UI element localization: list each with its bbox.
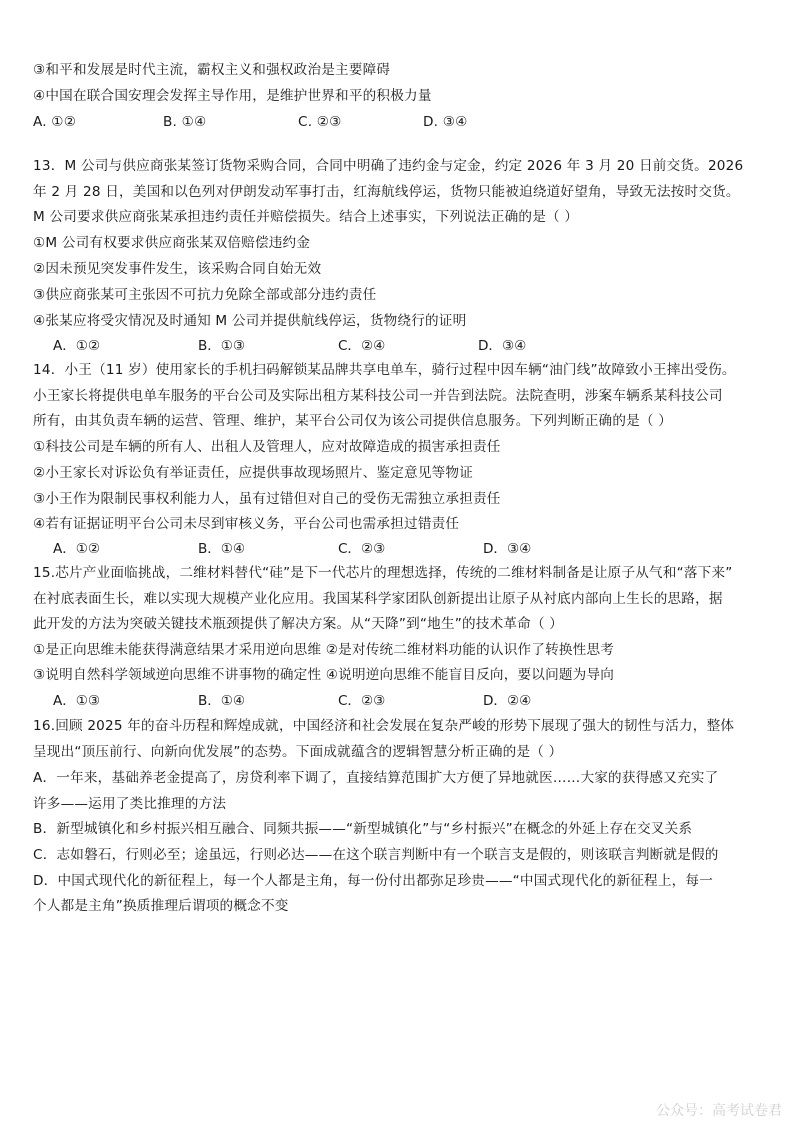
- q14-option-d: D．③④: [483, 541, 532, 557]
- q14-item-2: ②小王家长对诉讼负有举证责任，应提供事故现场照片、鉴定意见等物证: [33, 465, 473, 481]
- q13-item-4: ④张某应将受灾情况及时通知 M 公司并提供航线停运，货物绕行的证明: [33, 313, 467, 329]
- q16-stem-line-1: 16.回顾 2025 年的奋斗历程和辉煌成就，中国经济和社会发展在复杂严峻的形势下展现了强大的韧性与活力，整体: [33, 718, 735, 734]
- q13-stem-line-3: M 公司要求供应商张某承担违约责任并赔偿损失。结合上述事实，下列说法正确的是（ ）: [33, 209, 579, 225]
- q14-item-1: ①科技公司是车辆的所有人、出租人及管理人，应对故障造成的损害承担责任: [33, 439, 501, 455]
- q14-stem-line-1: 14．小王（11 岁）使用家长的手机扫码解锁某品牌共享电单车，骑行过程中因车辆“油门线”故障致小王摔出受伤。: [33, 362, 736, 378]
- q16-option-a-line-1: A．一年来，基础养老金提高了，房贷利率下调了，直接结算范围扩大方便了异地就医……大家的获得感又充实了: [33, 770, 719, 786]
- q14-item-3: ③小王作为限制民事权利能力人，虽有过错但对自己的受伤无需独立承担责任: [33, 491, 501, 507]
- q15-items-row-1: ①是正向思维未能获得满意结果才采用逆向思维 ②是对传统二维材料功能的认识作了转换性思考: [33, 642, 615, 658]
- q16-option-a-line-2: 许多——运用了类比推理的方法: [33, 796, 227, 812]
- q14-option-a: A．①②: [53, 541, 101, 557]
- q14-item-4: ④若有证据证明平台公司未尽到审核义务，平台公司也需承担过错责任: [33, 516, 460, 532]
- q15-option-c: C．②③: [338, 693, 386, 709]
- q13-options: [53, 337, 798, 355]
- q14-stem-line-2: 小王家长将提供电单车服务的平台公司及实际出租方某科技公司一并告到法院。法院查明，涉案车辆系某科技公司: [33, 388, 723, 404]
- q13-option-b: B．①③: [198, 338, 246, 354]
- q13-stem-line-2: 年 2 月 28 日，美国和以色列对伊朗发动军事打击，红海航线停运，货物只能被迫绕道好望角，导致无法按时交货。: [33, 184, 740, 200]
- q16-option-c: C．志如磐石，行则必至；途虽远，行则必达——在这个联言判断中有一个联言支是假的，则该联言判断就是假的: [33, 847, 719, 863]
- q13-option-d: D．③④: [478, 338, 527, 354]
- q16-option-b: B．新型城镇化和乡村振兴相互融合、同频共振——“新型城镇化”与“乡村振兴”在概念的外延上存在交叉关系: [33, 821, 693, 837]
- q13-option-c: C．②④: [338, 338, 386, 354]
- q14-options: [53, 540, 798, 558]
- q16-option-d-line-1: D．中国式现代化的新征程上，每一个人都是主角，每一份付出都弥足珍贵——“中国式现代化的新征程上，每一: [33, 873, 714, 889]
- q13-item-2: ②因未预见突发事件发生，该采购合同自始无效: [33, 261, 322, 277]
- q15-option-b: B．①④: [198, 693, 246, 709]
- q12-item-3: ③和平和发展是时代主流，霸权主义和强权政治是主要障碍: [33, 62, 391, 78]
- q15-stem-line-3: 此开发的方法为突破关键技术瓶颈提供了解决方案。从“天降”到“地生”的技术革命（ ）: [33, 616, 564, 632]
- q15-stem-line-2: 在衬底表面生长，难以实现大规模产业化应用。我国某科学家团队创新提出让原子从衬底内部向上生长的思路，据: [33, 591, 723, 607]
- q14-stem-line-3: 所有，由其负责车辆的运营、管理、维护，某平台公司仅为该公司提供信息服务。下列判断正确的是（ ）: [33, 413, 673, 429]
- q15-option-d: D．②④: [483, 693, 532, 709]
- q12-option-b: B. ①④: [163, 114, 207, 130]
- q14-option-b: B．①④: [198, 541, 246, 557]
- q15-options: [53, 692, 798, 710]
- q14-option-c: C．②③: [338, 541, 386, 557]
- q15-items-row-2: ③说明自然科学领域逆向思维不讲事物的确定性 ④说明逆向思维不能盲目反向，要以问题为导向: [33, 667, 615, 683]
- q15-option-a: A．①③: [53, 693, 101, 709]
- q15-stem-line-1: 15.芯片产业面临挑战，二维材料替代“硅”是下一代芯片的理想选择，传统的二维材料制备是让原子从气和“落下来”: [33, 565, 733, 581]
- q16-option-d-line-2: 个人都是主角”换质推理后谓项的概念不变: [33, 898, 289, 914]
- q13-stem-line-1: 13．M 公司与供应商张某签订货物采购合同，合同中明确了违约金与定金，约定 2026 年 3 月 20 日前交货。2026: [33, 158, 744, 174]
- q12-option-c: C. ②③: [298, 114, 342, 130]
- q12-option-a: A. ①②: [33, 114, 77, 130]
- q12-item-4: ④中国在联合国安理会发挥主导作用，是维护世界和平的积极力量: [33, 88, 432, 104]
- q12-options: [33, 113, 778, 131]
- q13-item-3: ③供应商张某可主张因不可抗力免除全部或部分违约责任: [33, 287, 377, 303]
- watermark-text: 公众号：高考试卷君: [656, 1103, 782, 1119]
- q13-item-1: ①M 公司有权要求供应商张某双倍赔偿违约金: [33, 235, 311, 251]
- q13-option-a: A．①②: [53, 338, 101, 354]
- q12-option-d: D. ③④: [423, 114, 468, 130]
- q16-stem-line-2: 呈现出“顶压前行、向新向优发展”的态势。下面成就蕴含的逻辑智慧分析正确的是（ ）: [33, 744, 563, 760]
